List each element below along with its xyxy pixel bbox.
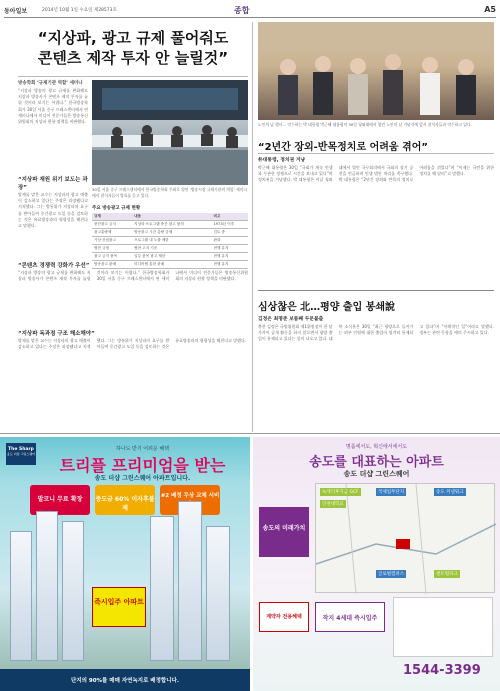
ad-left-benefit-2: 중도금 60% 이자후불제 [95,485,155,515]
mid-headline: 심상찮은 北…평양 출입 봉쇄說 [258,302,396,313]
table-cell: 1973년 이후 [211,221,248,229]
ad-left-brand-name: The Sharp [8,447,34,452]
lead-subhead-3: “콘텐츠 경쟁력 강화가 우선” [18,263,90,269]
table-header-cell: 규제 [92,213,132,221]
table-row [92,253,248,261]
table-cell: 방송광고 시간 총량 규제 [132,229,211,237]
table-row [92,221,248,229]
ad-left-benefit-3: #2 배정 무상 교체 서비 [160,485,220,515]
ad-left [0,437,250,691]
ad-left-stamp: 즉시입주 아파트 [92,587,146,627]
location-map [315,483,495,593]
table-cell: 방송광고 판매 [92,261,132,269]
lead-headline-line-2: 콘텐츠 제작 투자 안 늘릴것” [37,49,229,67]
right-subhead: 朴대통령, 정치권 겨냥 [258,158,306,163]
mid-subhead: 김정은 최명준 보름째 두문불출 [258,317,324,322]
feature-label: 글로벌캠퍼스 [378,572,405,577]
ad-right-side-label-1: 송도의 미래가치 [259,507,309,557]
table-row [92,245,248,253]
table-cell: 협찬 고지 기준 [132,245,211,253]
table-cell: 미디어렙 통한 판매 [132,261,211,269]
lead-body-2: 발제를 맡은 교수는 지상파의 광고 매출이 감소하고 있다는 주장은 과장됐다고 지적했다. 그는 방통위가 지상파의 요구를 받아들여 중간광고 도입 등을 검토하는 것은 유료방송과의 형평성을 해친다고 말했다. [18,192,88,229]
president-photo-scene [258,22,494,120]
feature-label: 국제업무단지 [378,490,405,495]
table-row [92,237,248,245]
table-title: 주요 방송광고 규제 현황 [92,206,141,211]
table-cell: 광고총량제 [92,229,132,237]
ad-left-brand-sub: 송도 더샵 그린스퀘어 [7,452,35,456]
building-tower [10,531,32,661]
table-cell: 현행 유지 [211,253,248,261]
feature-label: 인천대학교 [322,502,344,507]
lead-body-3: “지상파 방송의 광고 규제를 완화해도 지상파 방송사가 콘텐츠 제작 투자를 늘릴 것이라 보기는 어렵다.” 한국방송학회가 30일 서울 중구 프레스센터에서 연 세미나에서 미디어 전문가들은 방송통신위원회의 지상파 편향 정책을 비판했다. [18,270,248,282]
president-photo [258,22,494,120]
ad-left-footer: 단지의 90%를 매매 자연녹지로 배정합니다. [0,669,250,691]
ad-left-headline: 트리플 프리미엄을 받는 [59,456,226,475]
building-tower [36,511,58,661]
ad-right [253,437,500,691]
table-header-cell: 내용 [132,213,211,221]
section-title: 종합 [234,6,250,15]
table-cell: 가상·간접광고 [92,237,132,245]
column-divider [252,22,253,432]
lead-headline [18,28,248,68]
table-cell: 중간광고 금지 [92,221,132,229]
ad-regulation-table [92,205,248,269]
page-header [4,4,496,18]
ad-right-side-label-2: 계약자 전용혜택 [259,602,309,632]
feature-label: 센트럴파크 [436,572,458,577]
table-cell: 일부 품목 광고 제한 [132,253,211,261]
ad-left-brand [6,443,36,465]
president-photo-caption: 노인의 날 행사… 악수하는 박 대통령 박근혜 대통령이 30일 청와대에서 열린 노인의 날 기념식에 앞서 참석자들과 악수하고 있다. [258,122,472,127]
ad-left-pre-headline: 하나도 받기 어려운 혜택 [115,446,170,452]
ad-right-headline: 송도를 대표하는 아파트 [309,455,444,470]
ad-right-subheadline: 송도 더샵 그린스퀘어 [343,470,410,478]
ad-right-cta: 작지 4세대 즉시입주 [315,602,385,632]
building-tower [62,521,84,661]
right-headline-rule [258,153,494,154]
table-cell: 완화 [211,237,248,245]
ad-divider [0,433,500,434]
newspaper-logo: 동아일보 [4,8,28,15]
table-row [92,229,248,237]
feature-label: 송도 커낼워크 [436,490,464,495]
ad-right-phone: 1544-3399 [403,663,481,678]
table-cell: 현행 유지 [211,261,248,269]
lead-body-4: 발제를 맡은 교수는 지상파의 광고 매출이 감소하고 있다는 주장은 과장됐다고 지적했다. 그는 방통위가 지상파의 요구를 받아들여 중간광고 도입 등을 검토하는 것은 유료방송과의 형평성을 해친다고 말했다. [18,338,247,350]
mid-body: 북한 김정은 국방위원회 제1위원장이 한 달 가까이 공개 활동을 하지 않으면서 평양 출입이 통제되고 있다는 설이 나오고 있다. 대북 소식통은 30일 “최근 평양으로 들어가는 외부 인원에 대한 출입이 엄격히 통제되고 있다”며 “이례적인 일”이라고 말했다. 정부는 관련 동향을 예의 주시하고 있다. [258,324,494,342]
section-rule [258,290,494,291]
table-header-cell: 비고 [211,213,248,221]
lead-subhead-2: “지상파 재원 위기 보도는 과장” [18,177,88,191]
lead-headline-line-1: “지상파, 광고 규제 풀어줘도 [37,29,229,47]
seminar-photo-scene [92,80,248,185]
right-story-body [258,157,494,285]
building-tower [178,501,202,661]
seminar-photo [92,80,248,185]
right-headline: “2년간 장외-반목정치로 어려움 겪어” [258,142,428,153]
page-number: A5 [484,5,496,14]
seminar-photo-caption: 30일 서울 중구 프레스센터에서 한국방송학회 주최로 열린 ‘방송시장 규제기관의 역할’ 세미나에서 참석자들이 발표를 듣고 있다. [92,187,248,198]
ad-left-subheadline: 송도 더샵 그린스퀘어 아파트입니다. [94,475,191,482]
ad-right-pre-headline: 명품에서도, 혁신에서에서도 [345,444,408,450]
issue-date: 2014년 10월 1일 수요일 제28573호 [42,8,117,13]
ad-left-benefit-1: 발코니 무료 확장 [30,485,90,515]
ad-right-mini-map [393,597,493,657]
building-tower [206,526,230,661]
lead-subhead: 방송학회 ‘규제기관 역할’ 세미나 [18,81,83,86]
table-cell: 현행 유지 [211,245,248,253]
table-cell: 광고 금지 품목 [92,253,132,261]
right-body: 박근혜 대통령은 30일 “국회가 계속 민생과 무관한 정쟁으로 시간을 보내고 있다”며 정치권을 겨냥했다. 박 대통령은 이날 청와대에서 열린 국무회의에서 국회의 장기 공전을 언급하며 민생 법안 처리를 촉구했다. 박 대통령은 “2년간 장외와 반목의 정치로 어려움을 겪었다”며 “이제는 국민을 위한 정치를 해 달라”고 말했다. [258,165,494,183]
table-cell: 협찬 규정 [92,245,132,253]
lead-column-left [18,80,88,262]
lead-subhead-4: “지상파 독과점 구조 해소해야” [18,331,95,337]
feature-label: 녹색기후기금 GCF [322,490,359,495]
table-cell: 지상파 프로그램 중간 광고 불허 [132,221,211,229]
table-cell: 프로그램 내 노출 제한 [132,237,211,245]
table-cell: 검토 중 [211,229,248,237]
lead-column-bottom [18,262,248,426]
lead-body-1: “지상파 방송의 광고 규제를 완화해도 지상파 방송사가 콘텐츠 제작 투자를 늘릴 것이라 보기는 어렵다.” 한국방송학회가 30일 서울 중구 프레스센터에서 연 세미나에서 미디어 전문가들은 방송통신위원회의 지상파 편향 정책을 비판했다. [18,88,88,125]
building-tower [150,516,174,661]
mid-story-body [258,316,494,424]
headline-rule [18,76,248,77]
regulation-table [92,213,248,269]
